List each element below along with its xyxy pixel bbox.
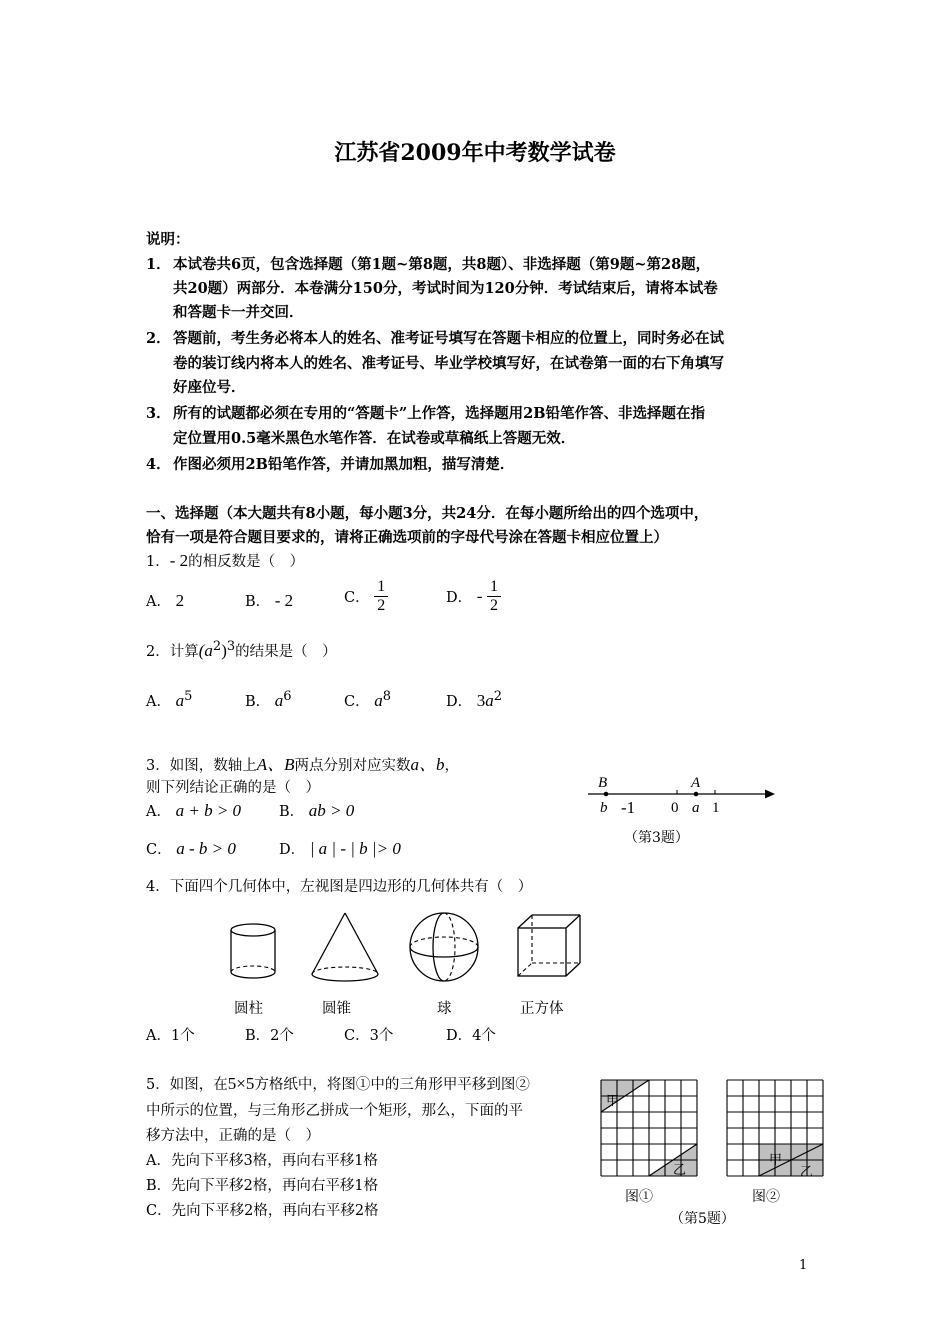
cube-shape: [518, 915, 580, 976]
q5-stem-line2: 中所示的位置，与三角形乙拼成一个矩形，那么，下面的平: [146, 1103, 523, 1119]
q5-option-a: A．先向下平移3格，再向右平移1格: [146, 1153, 378, 1169]
triangle-yi-label: 乙: [800, 1165, 814, 1180]
tick-zero: 0: [671, 800, 679, 816]
q5-stem-line1: 5．如图，在5×5方格纸中，将图①中的三角形甲平移到图②: [146, 1074, 530, 1093]
triangle-yi-label: 乙: [673, 1163, 687, 1178]
instruction-2-line: 答题前，考生务必将本人的姓名、准考证号填写在答题卡相应的位置上，同时务必在试: [173, 330, 724, 347]
shape-label-sphere: 球: [437, 1001, 452, 1017]
q4-option-d: D．4个: [446, 1028, 496, 1044]
q3-option-d: D． | a | - | b |> 0: [279, 839, 401, 858]
q1-option-d: D． - $\frac{1}{2}$: [446, 578, 501, 615]
q4-option-c: C．3个: [344, 1028, 394, 1044]
page-title: 江苏省2009年中考数学试卷: [334, 140, 616, 166]
q5-stem-line3: 移方法中，正确的是（ ）: [146, 1128, 320, 1144]
q2-option-c: C． $a^8$: [344, 689, 391, 710]
section-header: 恰有一项是符合题目要求的，请将正确选项前的字母代号涂在答题卡相应位置上）: [146, 529, 668, 546]
q2-stem: 2．计算$(a^2)^3$的结果是（ ）: [146, 639, 337, 660]
instruction-1-line: 本试卷共6页，包含选择题（第1题~第8题，共8题）、非选择题（第9题~第28题，: [173, 256, 711, 273]
instruction-1-line: 共20题）两部分．本卷满分150分，考试时间为120分钟．考试结束后，请将本试卷: [173, 280, 718, 297]
section-header: 一、选择题（本大题共有8小题，每小题3分，共24分．在每小题所给出的四个选项中，: [146, 505, 709, 522]
instruction-2-num: 2．: [146, 330, 171, 347]
q5-option-b: B．先向下平移2格，再向右平移1格: [146, 1178, 379, 1194]
instructions-heading: 说明：: [146, 231, 190, 248]
shape-label-cube: 正方体: [520, 1001, 564, 1017]
instruction-2-line: 好座位号．: [173, 379, 246, 396]
tick-a-label: a: [692, 800, 700, 816]
q2-option-b: B． $a^6$: [245, 689, 292, 710]
instruction-1-line: 和答题卡一并交回．: [173, 304, 304, 321]
page-number: 1: [799, 1258, 808, 1273]
instruction-3-line: 定位置用0.5毫米黑色水笔作答．在试卷或草稿纸上答题无效．: [173, 430, 576, 447]
q3-stem-line1: 3．如图，数轴上A、B两点分别对应实数a、b，: [146, 755, 460, 774]
q4-stem: 4．下面四个几何体中，左视图是四边形的几何体共有（ ）: [146, 879, 533, 895]
shape-label-cone: 圆锥: [322, 1001, 351, 1017]
q3-stem-line2: 则下列结论正确的是（ ）: [146, 780, 320, 796]
cylinder-shape: [231, 924, 275, 978]
point-a-label: A: [691, 775, 701, 791]
figure-caption: （第3题）: [624, 830, 689, 846]
tick-b-label: b: [600, 800, 608, 816]
q4-option-a: A．1个: [146, 1028, 195, 1044]
instruction-3-num: 3．: [146, 405, 171, 422]
q1-option-b: B． - 2: [245, 591, 294, 610]
instruction-3-line: 所有的试题都必须在专用的“答题卡”上作答，选择题用2B铅笔作答、非选择题在指: [173, 405, 706, 422]
q3-option-a: A． a + b > 0: [146, 801, 242, 820]
number-line-figure: [585, 772, 785, 822]
instruction-2-line: 卷的装订线内将本人的姓名、准考证号、毕业学校填写好，在试卷第一面的右下角填写: [173, 355, 724, 372]
q4-option-b: B．2个: [245, 1028, 294, 1044]
cone-shape: [312, 913, 378, 981]
tick-minus-one: -1: [621, 798, 636, 817]
sphere-shape: [410, 913, 478, 981]
q2-option-a: A． $a^5$: [146, 689, 193, 710]
q3-option-b: B． ab > 0: [279, 801, 355, 820]
tick-one: 1: [712, 800, 720, 816]
figure-2-label: 图②: [752, 1189, 780, 1205]
q1-option-a: A． 2: [146, 591, 185, 610]
q1-stem: 1．- 2的相反数是（ ）: [146, 551, 305, 570]
q5-option-c: C．先向下平移2格，再向右平移2格: [146, 1203, 379, 1219]
solids-figure: [220, 910, 600, 990]
q2-option-d: D． $3a^2$: [446, 689, 503, 710]
instruction-1-num: 1．: [146, 256, 171, 273]
point-b-label: B: [598, 775, 608, 791]
triangle-jia-label: 甲: [606, 1094, 620, 1109]
instruction-4-line: 作图必须用2B铅笔作答，并请加黑加粗，描写清楚．: [173, 456, 515, 473]
figure-caption: （第5题）: [670, 1211, 735, 1227]
q1-option-c: C． $\frac{1}{2}$: [344, 578, 388, 615]
q3-option-c: C． a - b > 0: [146, 839, 236, 858]
instruction-4-num: 4．: [146, 456, 171, 473]
triangle-jia-label: 甲: [769, 1153, 783, 1168]
shape-label-cylinder: 圆柱: [234, 1001, 263, 1017]
figure-1-label: 图①: [625, 1189, 653, 1205]
